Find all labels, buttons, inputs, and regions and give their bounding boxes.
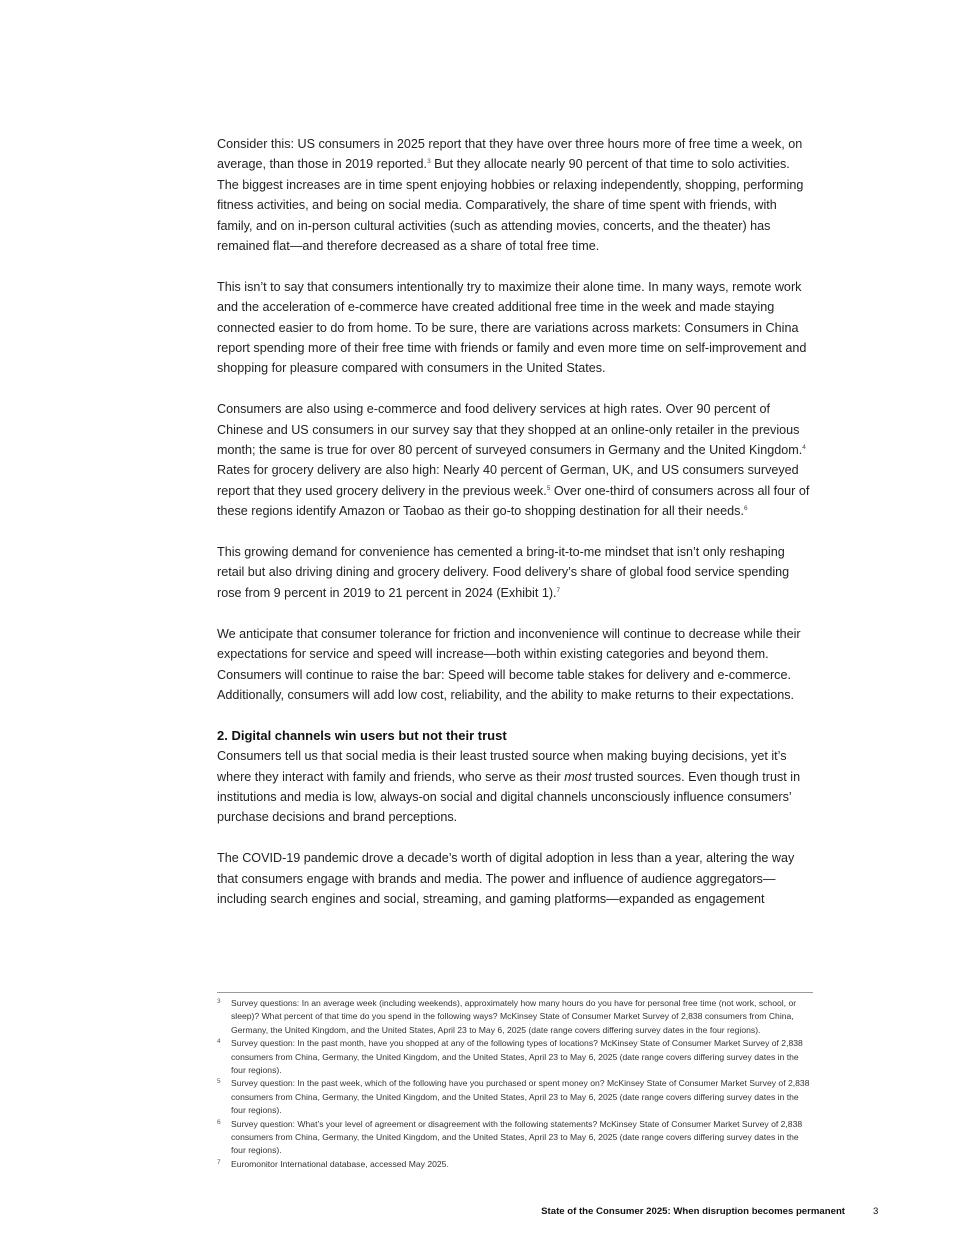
paragraph: [217, 848, 813, 909]
footnote-reference: 4: [802, 443, 806, 451]
footnote-text: Euromonitor International database, accessed May 2025.: [231, 1158, 449, 1169]
paragraph: [217, 542, 813, 603]
emphasis-text: most: [564, 769, 592, 784]
section-heading: 2. Digital channels win users but not their trust: [217, 727, 507, 743]
footnotes: [217, 992, 813, 1171]
footnote-text: Survey question: In the past week, which of the following have you purchased or spent money on? McKinsey State of Consumer Market Survey of 2,838 consumers from China, Germany, the United Kingdom, and the United States, April 23 to May 6, 2025 (date range covers differing survey dates in the four regions).: [231, 1078, 810, 1116]
paragraph-text: Consumers are also using e-commerce and food delivery services at high rates. Over 90 percent of Chinese and US consumers in our survey say that they shopped at an online-only retailer in the previous month; the same is true for over 80 percent of surveyed consumers in Germany and the United Kingdom.: [217, 402, 803, 458]
footnote-text: Survey question: In the past month, have you shopped at any of the following types of locations? McKinsey State of Consumer Market Survey of 2,838 consumers from China, Germany, the United Kingdom, and the United States, April 23 to May 6, 2025 (date range covers differing survey dates in the four regions).: [231, 1038, 803, 1076]
footnote: [217, 997, 813, 1037]
paragraph-text: Consider this: US consumers in 2025 report that they have over three hours more of free time a week, on average, than those in 2019 reported.: [217, 137, 803, 172]
paragraph: [217, 746, 813, 828]
intro-paragraphs: [217, 134, 813, 705]
footnote-number: 4: [217, 1038, 221, 1046]
paragraph-text: Rates for grocery delivery are also high: Nearly 40 percent of German, UK, and US consumers surveyed report that they used grocery delivery in the previous week.: [217, 463, 799, 498]
paragraph: [217, 277, 813, 379]
paragraph: [217, 399, 813, 521]
footnote-number: 7: [217, 1158, 221, 1166]
body-column: [217, 134, 813, 930]
section-paragraphs: [217, 746, 813, 909]
footnote: [217, 1158, 813, 1171]
footnote-reference: 3: [427, 158, 431, 166]
footnote: [217, 1037, 813, 1077]
paragraph-text: This isn’t to say that consumers intentionally try to maximize their alone time. In many ways, remote work and the acceleration of e-commerce have created additional free time in the week and made staying connected easier to do from home. To be sure, there are variations across markets: Consumers in China report spending more of their free time with friends or family and even more time on self-improvement and shopping for pleasure compared with consumers in the United States.: [217, 279, 807, 376]
paragraph: [217, 624, 813, 706]
footnote: [217, 1077, 813, 1117]
paragraph-text: Over one-third of consumers across all four of these regions identify Amazon or Taobao as their go-to shopping destination for all their needs.: [217, 483, 810, 519]
footnote-text: Survey questions: In an average week (including weekends), approximately how many hours do you have for personal free time (not work, school, or sleep)? What percent of that time do you spend in the following ways? McKinsey State of Consumer Market Survey of 2,838 consumers from China, Germany, the United Kingdom, and the United States, April 23 to May 6, 2025 (date range covers differing survey dates in the four regions).: [231, 998, 797, 1035]
footnote-reference: 6: [743, 505, 748, 513]
paragraph-text: But they allocate nearly 90 percent of that time to solo activities. The biggest increases are in time spent enjoying hobbies or relaxing independently, shopping, performing fitness activities, and being on social media. Comparatively, the share of time spent with friends, with family, and on in-person cultural activities (such as attending movies, concerts, and the theater) has remained flat—and therefore decreased as a share of total free time.: [217, 157, 804, 254]
footnote-text: Survey question: What’s your level of agreement or disagreement with the following statements? McKinsey State of Consumer Market Survey of 2,838 consumers from China, Germany, the United Kingdom, and the United States, April 23 to May 6, 2025 (date range covers differing survey dates in the four regions).: [231, 1118, 803, 1156]
footnote: [217, 1118, 813, 1158]
footnote-number: 3: [217, 998, 221, 1005]
footer-title: State of the Consumer 2025: When disruption becomes permanent: [541, 1206, 845, 1217]
page-footer: [0, 1206, 960, 1222]
paragraph-text: trusted sources. Even though trust in institutions and media is low, always-on social and digital channels unconsciously influence consumers’ purchase decisions and brand perceptions.: [217, 769, 801, 825]
page-number: 3: [873, 1206, 879, 1217]
footnote-number: 6: [217, 1118, 221, 1126]
paragraph-text: Consumers tell us that social media is their least trusted source when making buying decisions, yet it’s where they interact with family and friends, who serve as their: [217, 749, 787, 784]
paragraph-text: We anticipate that consumer tolerance for friction and inconvenience will continue to decrease while their expectations for service and speed will increase—both within existing categories and beyond them. Consumers will continue to raise the bar: Speed will become table stakes for delivery and e-commerce. Additionally, consumers will add low cost, reliability, and the ability to make returns to their expectations.: [217, 626, 801, 702]
footnote-number: 5: [217, 1078, 221, 1086]
paragraph-text: This growing demand for convenience has cemented a bring-it-to-me mindset that isn’t only reshaping retail but also driving dining and grocery delivery. Food delivery’s share of global food service spending rose from 9 percent in 2019 to 21 percent in 2024 (Exhibit 1).: [217, 545, 790, 600]
paragraph-text: The COVID-19 pandemic drove a decade’s worth of digital adoption in less than a year, altering the way that consumers engage with brands and media. The power and influence of audience aggregators— including search engines and social, streaming, and gaming platforms—expanded as engagement: [217, 851, 795, 906]
footnote-reference: 5: [546, 484, 551, 492]
footnote-reference: 7: [556, 586, 561, 594]
paragraph: [217, 134, 813, 256]
